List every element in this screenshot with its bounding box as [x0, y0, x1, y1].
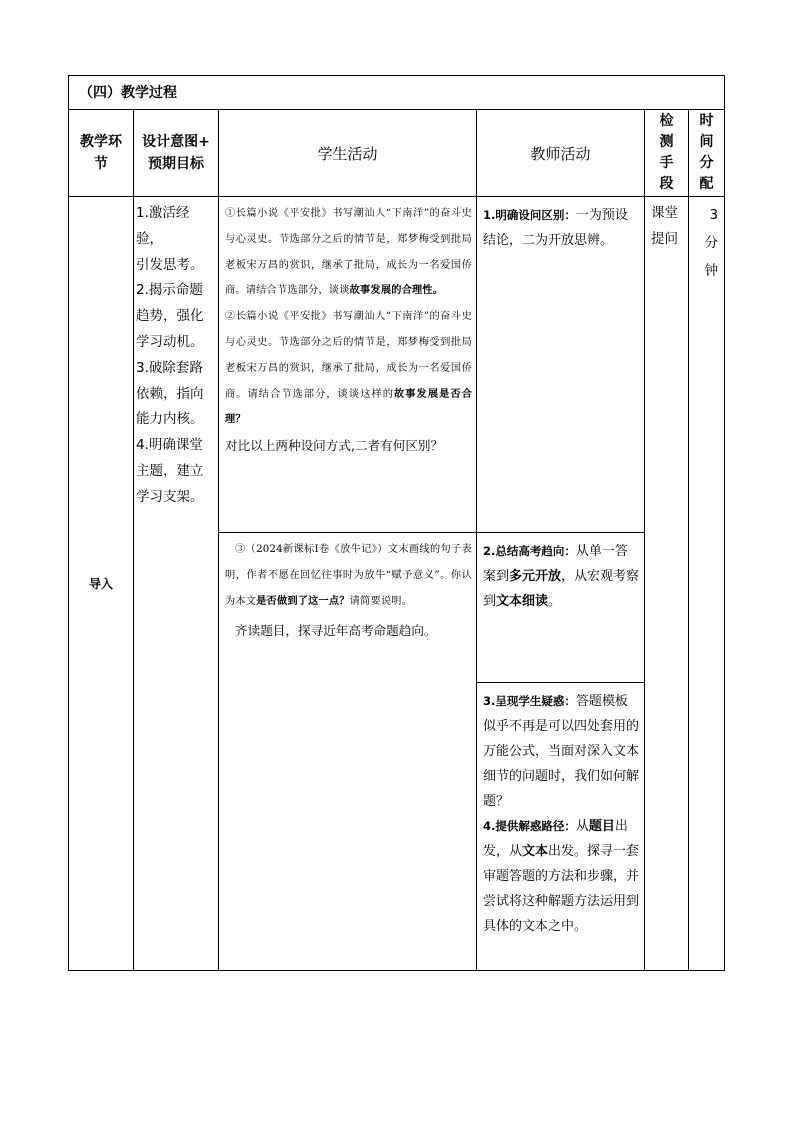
teacher-step-3: 3.呈现学生疑惑：答题模板似乎不再是可以四处套用的万能公式，当面对深入文本细节的问题时，我们如何解题？ [483, 694, 640, 809]
question-1: ①长篇小说《平安批》书写潮汕人“下南洋”的奋斗史与心灵史。节选部分之后的情节是，郑梦梅受到批局老板宋万昌的赏识，继承了批局，成长为一名爱国侨商。请结合节选部分，谈谈故事发展的合理性。 [225, 208, 472, 297]
question-2: ②长篇小说《平安批》书写潮汕人“下南洋”的奋斗史与心灵史。节选部分之后的情节是，郑梦梅受到批局老板宋万昌的赏识，继承了批局，成长为一名爱国侨商。请结合节选部分，谈谈这样的故事发展是否合理？ [225, 311, 473, 426]
student-cell-1 [219, 197, 477, 533]
teacher-cell-3 [477, 683, 645, 971]
read-activity: 齐读题目，探寻近年高考命题趋向。 [235, 623, 437, 639]
student-cell-2 [219, 533, 477, 971]
teacher-step-1: 1.明确设问区别：一为预设结论，二为开放思辨。 [483, 208, 628, 248]
time-cell: 3 分 钟 [689, 197, 725, 971]
stage-cell: 导入 [69, 197, 134, 971]
body-row-1 [69, 197, 725, 533]
teacher-step-2: 2.总结高考趋向：从单一答案到多元开放，从宏观考察到文本细读。 [483, 544, 640, 609]
lesson-plan-page [68, 75, 724, 971]
teacher-cell-1 [477, 197, 645, 533]
header-row [69, 110, 725, 197]
header-student: 学生活动 [219, 110, 477, 197]
header-stage: 教学环 节 [69, 110, 134, 197]
teacher-cell-2 [477, 533, 645, 683]
header-check: 检 测 手 段 [645, 110, 689, 197]
header-intent: 设计意图+ 预期目标 [134, 110, 219, 197]
teaching-process-table [68, 75, 725, 971]
intent-cell: 1.激活经验， 引发思考。 2.揭示命题 趋势，强化 学习动机。 3.破除套路 依赖，指向 能力内核。 4.明确课堂 主题，建立 学习支架。 [134, 197, 219, 971]
check-cell: 课堂提问 [645, 197, 689, 971]
question-3: ③（2024新课标Ⅰ卷《放牛记》）文末画线的句子表明，作者不愿在回忆往事时为放牛“赋予意义”。你认为本文是否做到了这一点？请简要说明。 [225, 544, 472, 607]
compare-question: 对比以上两种设问方式,二者有何区别？ [225, 438, 444, 454]
section-title: （四）教学过程 [69, 76, 725, 110]
header-time: 时 间 分 配 [689, 110, 725, 197]
header-teacher: 教师活动 [477, 110, 645, 197]
teacher-step-4: 4.提供解惑路径：从题目出发，从文本出发。探寻一套审题答题的方法和步骤，并尝试将这种解题方法运用到具体的文本之中。 [483, 819, 640, 934]
